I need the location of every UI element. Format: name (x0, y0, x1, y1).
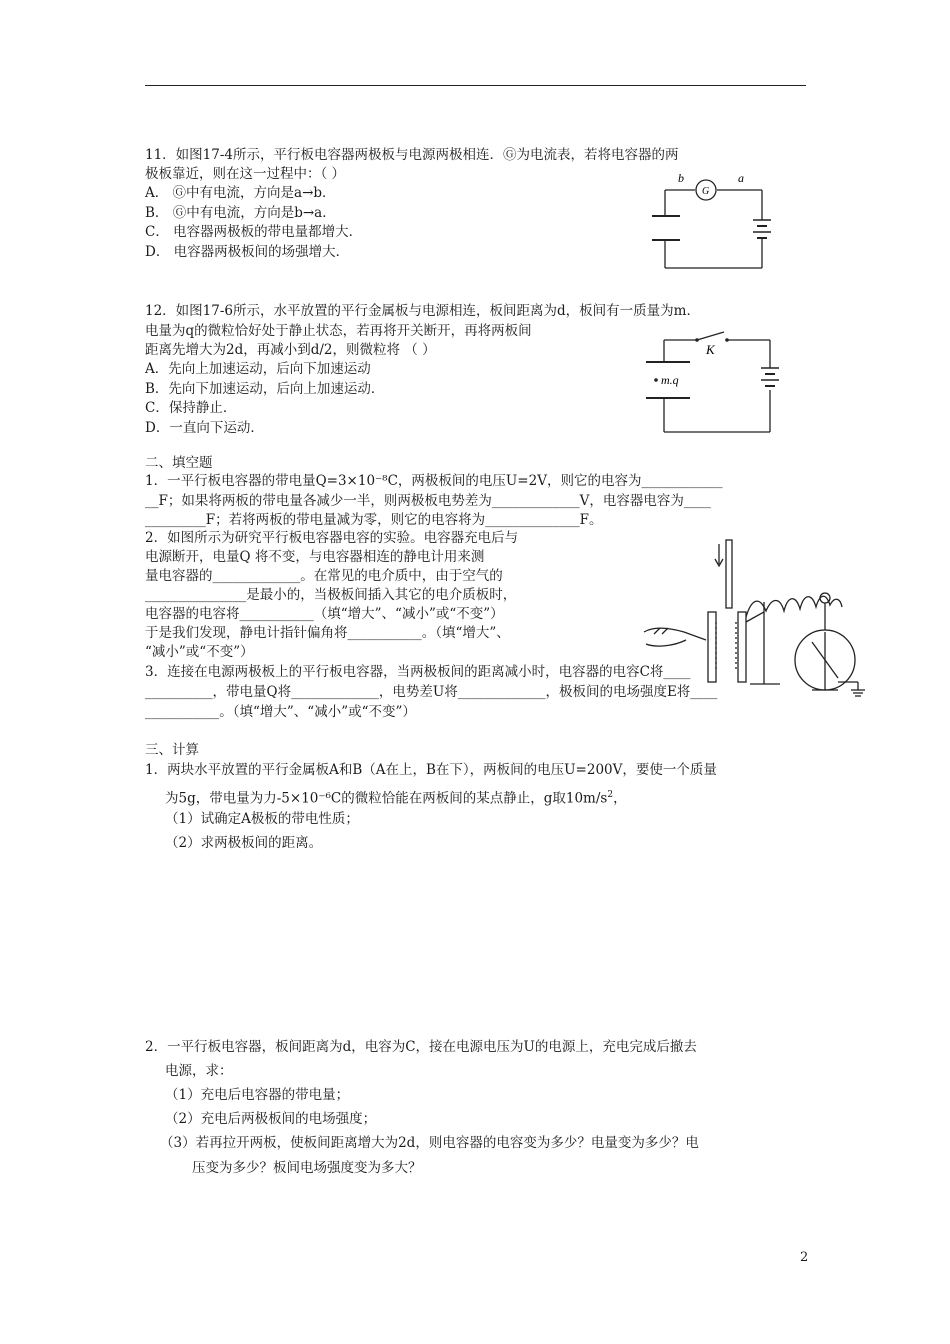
fill-p3-line3: ___________。（填“增大”、“减小”或“不变”） (145, 704, 416, 720)
fill-p2-line5: 电容器的电容将___________（填“增大”、“减小”或“不变”） (145, 606, 504, 622)
calc-q2-sub2: （2）充电后两极板间的电场强度； (165, 1111, 377, 1127)
q12-option-a: A．先向上加速运动，后向下加速运动 (145, 361, 371, 377)
fill-p2-line1: 2．如图所示为研究平行板电容器电容的实验。电容器充电后与 (145, 530, 519, 546)
header-rule (145, 85, 806, 86)
q11-option-a: A． Ⓖ中有电流，方向是a→b． (145, 185, 336, 201)
calc-q2-sub1: （1）充电后电容器的带电量； (165, 1087, 350, 1103)
calc-q1-line2: 为5g，带电量为力-5×10⁻⁶C的微粒恰能在两板间的某点静止，g取$10m/s^2$， (165, 790, 627, 807)
q12-option-b: B．先向下加速运动，后向上加速运动． (145, 381, 385, 397)
calc-q2-line2: 电源，求： (165, 1063, 233, 1079)
fill-p1-line2: __F；如果将两板的带电量各减少一半，则两极板电势差为_____________V，电容器电容为____ (145, 493, 711, 509)
q11-option-c: C． 电容器两极板的带电量都增大． (145, 224, 363, 240)
fill-p3-line1: 3．连接在电源两极板上的平行板电容器，当两极板间的距离减小时，电容器的电容C将____ (145, 664, 691, 680)
calc-q1-line1: 1．两块水平放置的平行金属板A和B（A在上，B在下），两板间的电压U=200V，要使一个质量 (145, 762, 717, 778)
fill-p2-line3: 量电容器的_____________。在常见的电介质中，由于空气的 (145, 568, 503, 584)
q12-stem-line3: 距离先增大为2d，再减小到d/2，则微粒将 （ ） (145, 342, 436, 358)
q12-option-c: C．保持静止． (145, 400, 237, 416)
calc-q2-sub3-line1: （3）若再拉开两板，使板间距离增大为2d，则电容器的电容变为多少？电量变为多少？电 (160, 1135, 699, 1151)
fill-p2-line4: _______________是最小的，当极板间插入其它的电介质板时， (145, 587, 517, 603)
q12-stem-line2: 电量为q的微粒恰好处于静止状态，若再将开关断开，再将两板间 (145, 323, 532, 339)
switch-label: K (706, 342, 715, 357)
page-number: 2 (800, 1250, 809, 1265)
fill-p2-line6: 于是我们发现，静电计指针偏角将___________。（填“增大”、 (145, 625, 510, 641)
q11-circuit-figure (640, 168, 790, 276)
electrometer-experiment-figure (640, 532, 870, 697)
calc-q2-sub3-line2: 压变为多少？板间电场强度变为多大？ (192, 1160, 422, 1176)
particle-label: m.q (661, 373, 679, 387)
fill-heading: 二、填空题 (145, 455, 213, 471)
fill-p2-line2: 电源断开，电量Q 将不变，与电容器相连的静电计用来测 (145, 549, 485, 565)
fill-p3-line2: __________，带电量Q将_____________，电势差U将_____________，极板间的电场强度E将____ (145, 684, 718, 700)
fill-p1-line1: 1．一平行板电容器的带电量Q=3×10⁻⁸C，两极板间的电压U=2V，则它的电容为____________ (145, 473, 723, 489)
q11-stem-line2: 极板靠近，则在这一过程中：（ ） (145, 166, 346, 182)
calc-q2-line1: 2．一平行板电容器，板间距离为d，电容为C，接在电源电压为U的电源上，充电完成后撤去 (145, 1039, 697, 1055)
calc-q1-sub1: （1）试确定A极板的带电性质； (165, 811, 359, 827)
q11-option-b: B． Ⓖ中有电流，方向是b→a． (145, 205, 336, 221)
q12-stem-line1: 12．如图17-6所示，水平放置的平行金属板与电源相连，板间距离为d，板间有一质量为m． (145, 303, 700, 319)
q11-fig-label-b: b (678, 171, 684, 185)
q11-stem-line1: 11．如图17-4所示，平行板电容器两极板与电源两极相连．Ⓖ为电流表，若将电容器的两 (145, 147, 679, 163)
calc-q1-sub2: （2）求两极板间的距离。 (165, 835, 323, 851)
q11-option-d: D． 电容器两极板间的场强增大． (145, 244, 350, 260)
fill-p2-line7: “减小”或“不变”） (145, 644, 254, 660)
calc-heading: 三、计算 (145, 742, 199, 758)
q11-fig-label-a: a (738, 171, 744, 185)
galvanometer-label: G (702, 186, 710, 197)
fill-p1-line3: _________F；若将两板的带电量减为零，则它的电容将为______________F。 (145, 512, 603, 528)
q12-circuit-figure (642, 330, 802, 438)
q12-option-d: D．一直向下运动． (145, 420, 264, 436)
